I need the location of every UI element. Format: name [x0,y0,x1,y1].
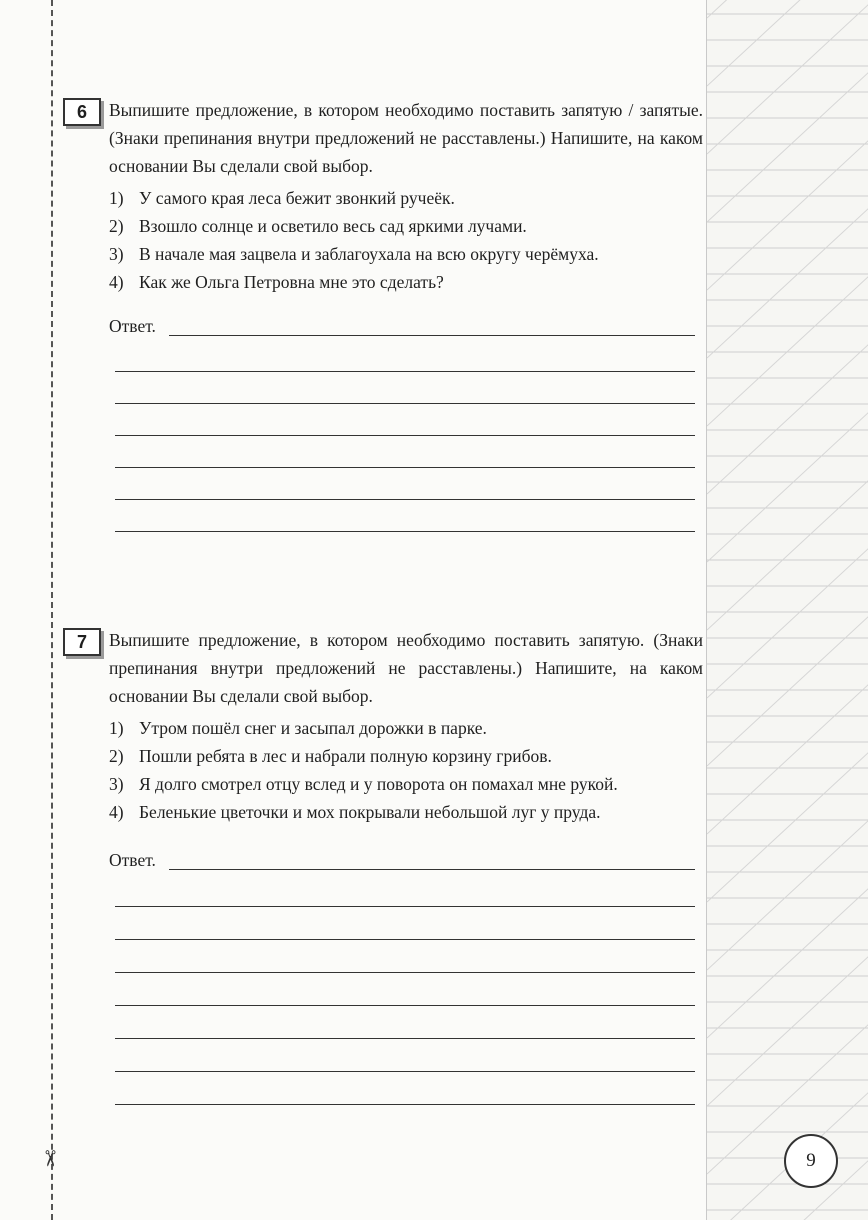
margin-slant-line [707,72,868,222]
option-number: 4) [109,272,124,292]
option-text: Утром пошёл снег и засыпал дорожки в парке. [139,718,487,738]
answer-row [109,846,703,874]
task-7 [63,626,703,1105]
margin-guide-lines [707,0,868,1220]
margin-ruled-area [706,0,868,1220]
option-text: Я долго смотрел отцу вслед и у поворота он помахал мне рукой. [139,774,618,794]
answer-row [109,312,703,340]
option-1 [109,184,703,212]
option-number: 1) [109,188,124,208]
option-3 [109,770,703,798]
option-number: 3) [109,244,124,264]
margin-slant-line [707,480,868,630]
margin-slant-line [707,4,868,154]
options-list [109,184,703,296]
margin-slant-line [707,0,868,18]
margin-slant-line [707,140,868,290]
task-prompt: Выпишите предложение, в котором необходимо поставить запятую. (Знаки препинания внутри предложений не расставлены.) Напишите, на каком основании Вы сделали свой выбор. [109,630,703,706]
option-number: 2) [109,216,124,236]
margin-slant-line [707,820,868,970]
margin-slant-line [707,888,868,1038]
option-4 [109,268,703,296]
answer-line[interactable] [115,500,695,532]
page-number: 9 [784,1134,838,1188]
option-text: Беленькие цветочки и мох покрывали небольшой луг у пруда. [139,802,601,822]
task-number-badge: 6 [63,98,101,126]
option-1 [109,714,703,742]
answer-line[interactable] [115,372,695,404]
option-text: Пошли ребята в лес и набрали полную корзину грибов. [139,746,552,766]
answer-line[interactable] [115,874,695,907]
option-number: 1) [109,718,124,738]
answer-line[interactable] [115,1039,695,1072]
option-2 [109,212,703,240]
margin-slant-line [707,344,868,494]
option-text: Взошло солнце и осветило весь сад яркими лучами. [139,216,527,236]
options-list [109,714,703,826]
answer-line[interactable] [115,940,695,973]
answer-line[interactable] [115,436,695,468]
option-number: 3) [109,774,124,794]
option-3 [109,240,703,268]
option-number: 4) [109,802,124,822]
scissors-icon: ✂ [36,1149,62,1168]
option-text: У самого края леса бежит звонкий ручеёк. [139,188,455,208]
margin-slant-line [707,208,868,358]
margin-slant-line [707,412,868,562]
answer-line[interactable] [115,907,695,940]
answer-field[interactable] [169,869,695,870]
option-4 [109,798,703,826]
task-6 [63,96,703,532]
margin-slant-line [707,684,868,834]
option-2 [109,742,703,770]
option-text: Как же Ольга Петровна мне это сделать? [139,272,444,292]
answer-line[interactable] [115,468,695,500]
answer-line[interactable] [115,1072,695,1105]
answer-line[interactable] [115,973,695,1006]
margin-slant-line [707,956,868,1106]
task-number-badge: 7 [63,628,101,656]
task-prompt: Выпишите предложение, в котором необходимо поставить запятую / запятые. (Знаки препинания внутри предложений не расставлены.) Напишите, на каком основании Вы сделали свой выбор. [109,100,703,176]
answer-label: Ответ. [109,850,156,870]
margin-slant-line [707,548,868,698]
option-number: 2) [109,746,124,766]
answer-line[interactable] [115,404,695,436]
answer-label: Ответ. [109,316,156,336]
answer-line[interactable] [115,1006,695,1039]
margin-slant-line [707,752,868,902]
margin-slant-line [707,0,868,86]
cut-line [51,0,53,1220]
option-text: В начале мая зацвела и заблагоухала на всю округу черёмуха. [139,244,599,264]
answer-field[interactable] [169,335,695,336]
answer-line[interactable] [115,340,695,372]
